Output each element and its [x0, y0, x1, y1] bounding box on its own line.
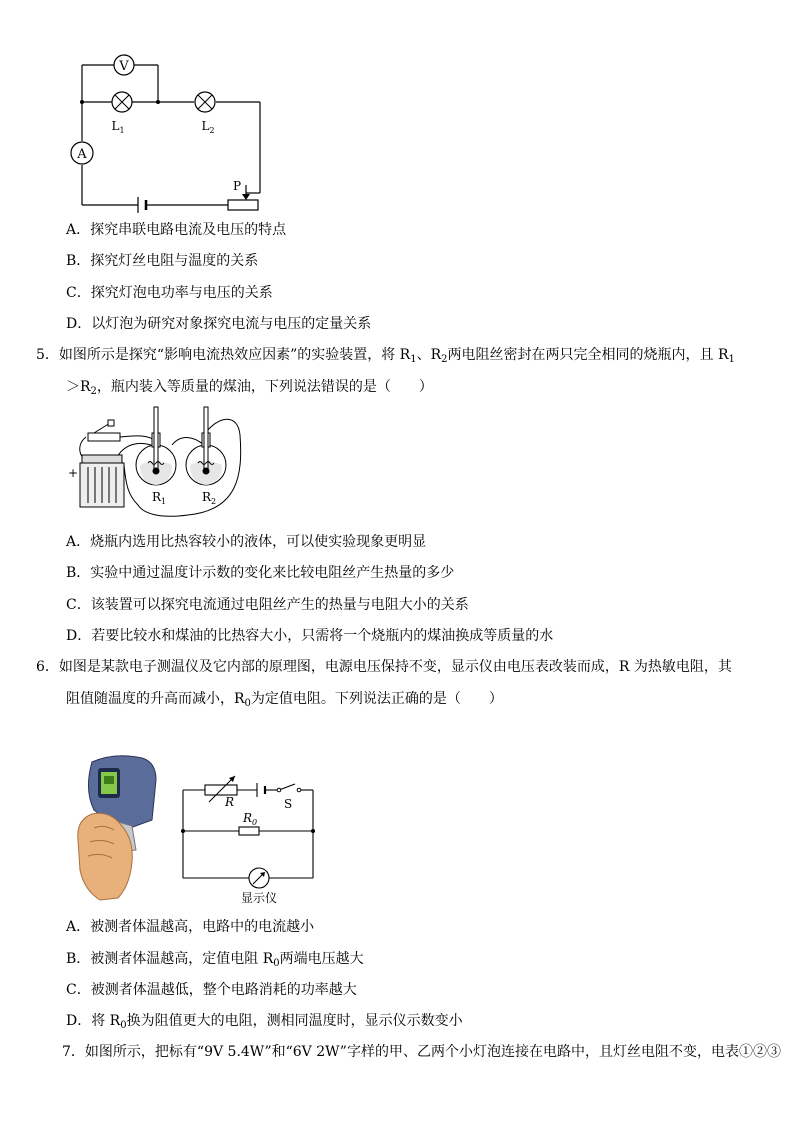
r0-label: R [243, 811, 253, 825]
q4-option-c: C．探究灯泡电功率与电压的关系 [66, 285, 273, 301]
lamp-l2-label: L [201, 119, 210, 133]
q5-text-b: 、R [416, 347, 442, 363]
q6-sub: 0 [120, 1020, 127, 1031]
q4-option-a: A．探究串联电路电流及电压的特点 [66, 222, 287, 238]
q5-option-c: C．该装置可以探究电流通过电阻丝产生的热量与电阻大小的关系 [66, 597, 469, 613]
q6-sub: 0 [273, 958, 280, 969]
q6-number: 6． [36, 659, 59, 675]
battery-plus-sign: + [68, 466, 79, 480]
q5-option-b: B．实验中通过温度计示数的变化来比较电阻丝产生热量的多少 [66, 565, 455, 581]
r0-subscript: 0 [252, 818, 258, 827]
ammeter-label: A [77, 147, 87, 162]
q6-option-a: A．被测者体温越高，电路中的电流越小 [66, 919, 315, 935]
r1-label: R [152, 490, 162, 504]
lamp-l1-subscript: 1 [119, 126, 125, 135]
q6-text-c: 为定值电阻。下列说法正确的是（ ） [250, 691, 503, 707]
q6-option-b [66, 949, 364, 974]
thermistor-label: R [225, 795, 235, 809]
svg-text:R0 [242, 811, 257, 827]
voltmeter-label: V [119, 59, 129, 74]
q5-sub: 2 [90, 386, 97, 397]
q6-option-d-text-b: 换为阻值更大的电阻，测相同温度时，显示仪示数变小 [126, 1013, 463, 1029]
lamp-l2-symbol [195, 92, 215, 135]
display-label: 显示仪 [240, 891, 278, 905]
svg-text:R1 [152, 490, 166, 506]
q5-option-d: D．若要比较水和煤油的比热容大小，只需将一个烧瓶内的煤油换成等质量的水 [66, 628, 554, 644]
q6-option-d [66, 1011, 463, 1036]
q5-sub: 1 [410, 354, 417, 365]
q4-circuit-diagram [60, 45, 280, 220]
q6-option-c: C．被测者体温越低，整个电路消耗的功率越大 [66, 982, 357, 998]
svg-text:L2 [201, 119, 214, 135]
q6-circuit-diagram [175, 770, 325, 910]
q6-option-d-text-a: D．将 R [66, 1013, 121, 1029]
q5-text-e: ，瓶内装入等质量的煤油，下列说法错误的是（ ） [96, 379, 433, 395]
q6-stem-line1 [36, 657, 732, 677]
lamp-l2-subscript: 2 [209, 126, 215, 135]
q5-text-c: 两电阻丝密封在两只完全相同的烧瓶内，且 R [447, 347, 729, 363]
r1-subscript: 1 [161, 497, 167, 506]
q6-text-a: 如图是某款电子测温仪及它内部的原理图，电源电压保持不变，显示仪由电压表改装而成，R 为热敏电阻，其 [58, 659, 732, 675]
q7-stem-line1: 7．如图所示，把标有“9V 5.4W”和“6V 2W”字样的甲、乙两个小灯泡连接在电路中，且灯丝电阻不变，电表①②③ [62, 1044, 781, 1060]
lamp-l1-label: L [111, 119, 120, 133]
svg-text:L1 [111, 119, 124, 135]
ammeter-symbol [71, 142, 93, 164]
q5-stem-line1 [36, 345, 735, 370]
q5-option-a: A．烧瓶内选用比热容较小的液体，可以使实验现象更明显 [66, 534, 427, 550]
q5-number: 5． [36, 347, 59, 363]
svg-text:R2 [202, 490, 216, 506]
thermometer-gun-illustration [70, 750, 170, 905]
lamp-l1-symbol [111, 92, 132, 135]
q5-sub: 2 [441, 354, 448, 365]
q6-text-b: 阻值随温度的升高而减小，R [66, 691, 245, 707]
battery-symbol [138, 197, 146, 213]
q6-option-b-text-b: 两端电压越大 [279, 951, 364, 967]
q5-sub: 1 [728, 354, 735, 365]
q6-stem-line2 [66, 689, 503, 714]
q5-text-d: ＞R [66, 379, 91, 395]
rheostat-symbol [228, 179, 258, 210]
voltmeter-symbol [114, 55, 134, 75]
slider-label: P [233, 179, 242, 193]
q4-option-d: D．以灯泡为研究对象探究电流与电压的定量关系 [66, 316, 372, 332]
q4-option-b: B．探究灯丝电阻与温度的关系 [66, 253, 259, 269]
q6-sub: 0 [244, 698, 251, 709]
r2-label: R [202, 490, 212, 504]
r2-subscript: 2 [211, 497, 217, 506]
q5-stem-line2 [66, 377, 433, 402]
switch-label: S [284, 797, 293, 811]
q5-text-a: 如图所示是探究“影响电流热效应因素”的实验装置，将 R [58, 347, 411, 363]
q6-option-b-text-a: B．被测者体温越高，定值电阻 R [66, 951, 274, 967]
q5-apparatus-figure [68, 405, 248, 525]
